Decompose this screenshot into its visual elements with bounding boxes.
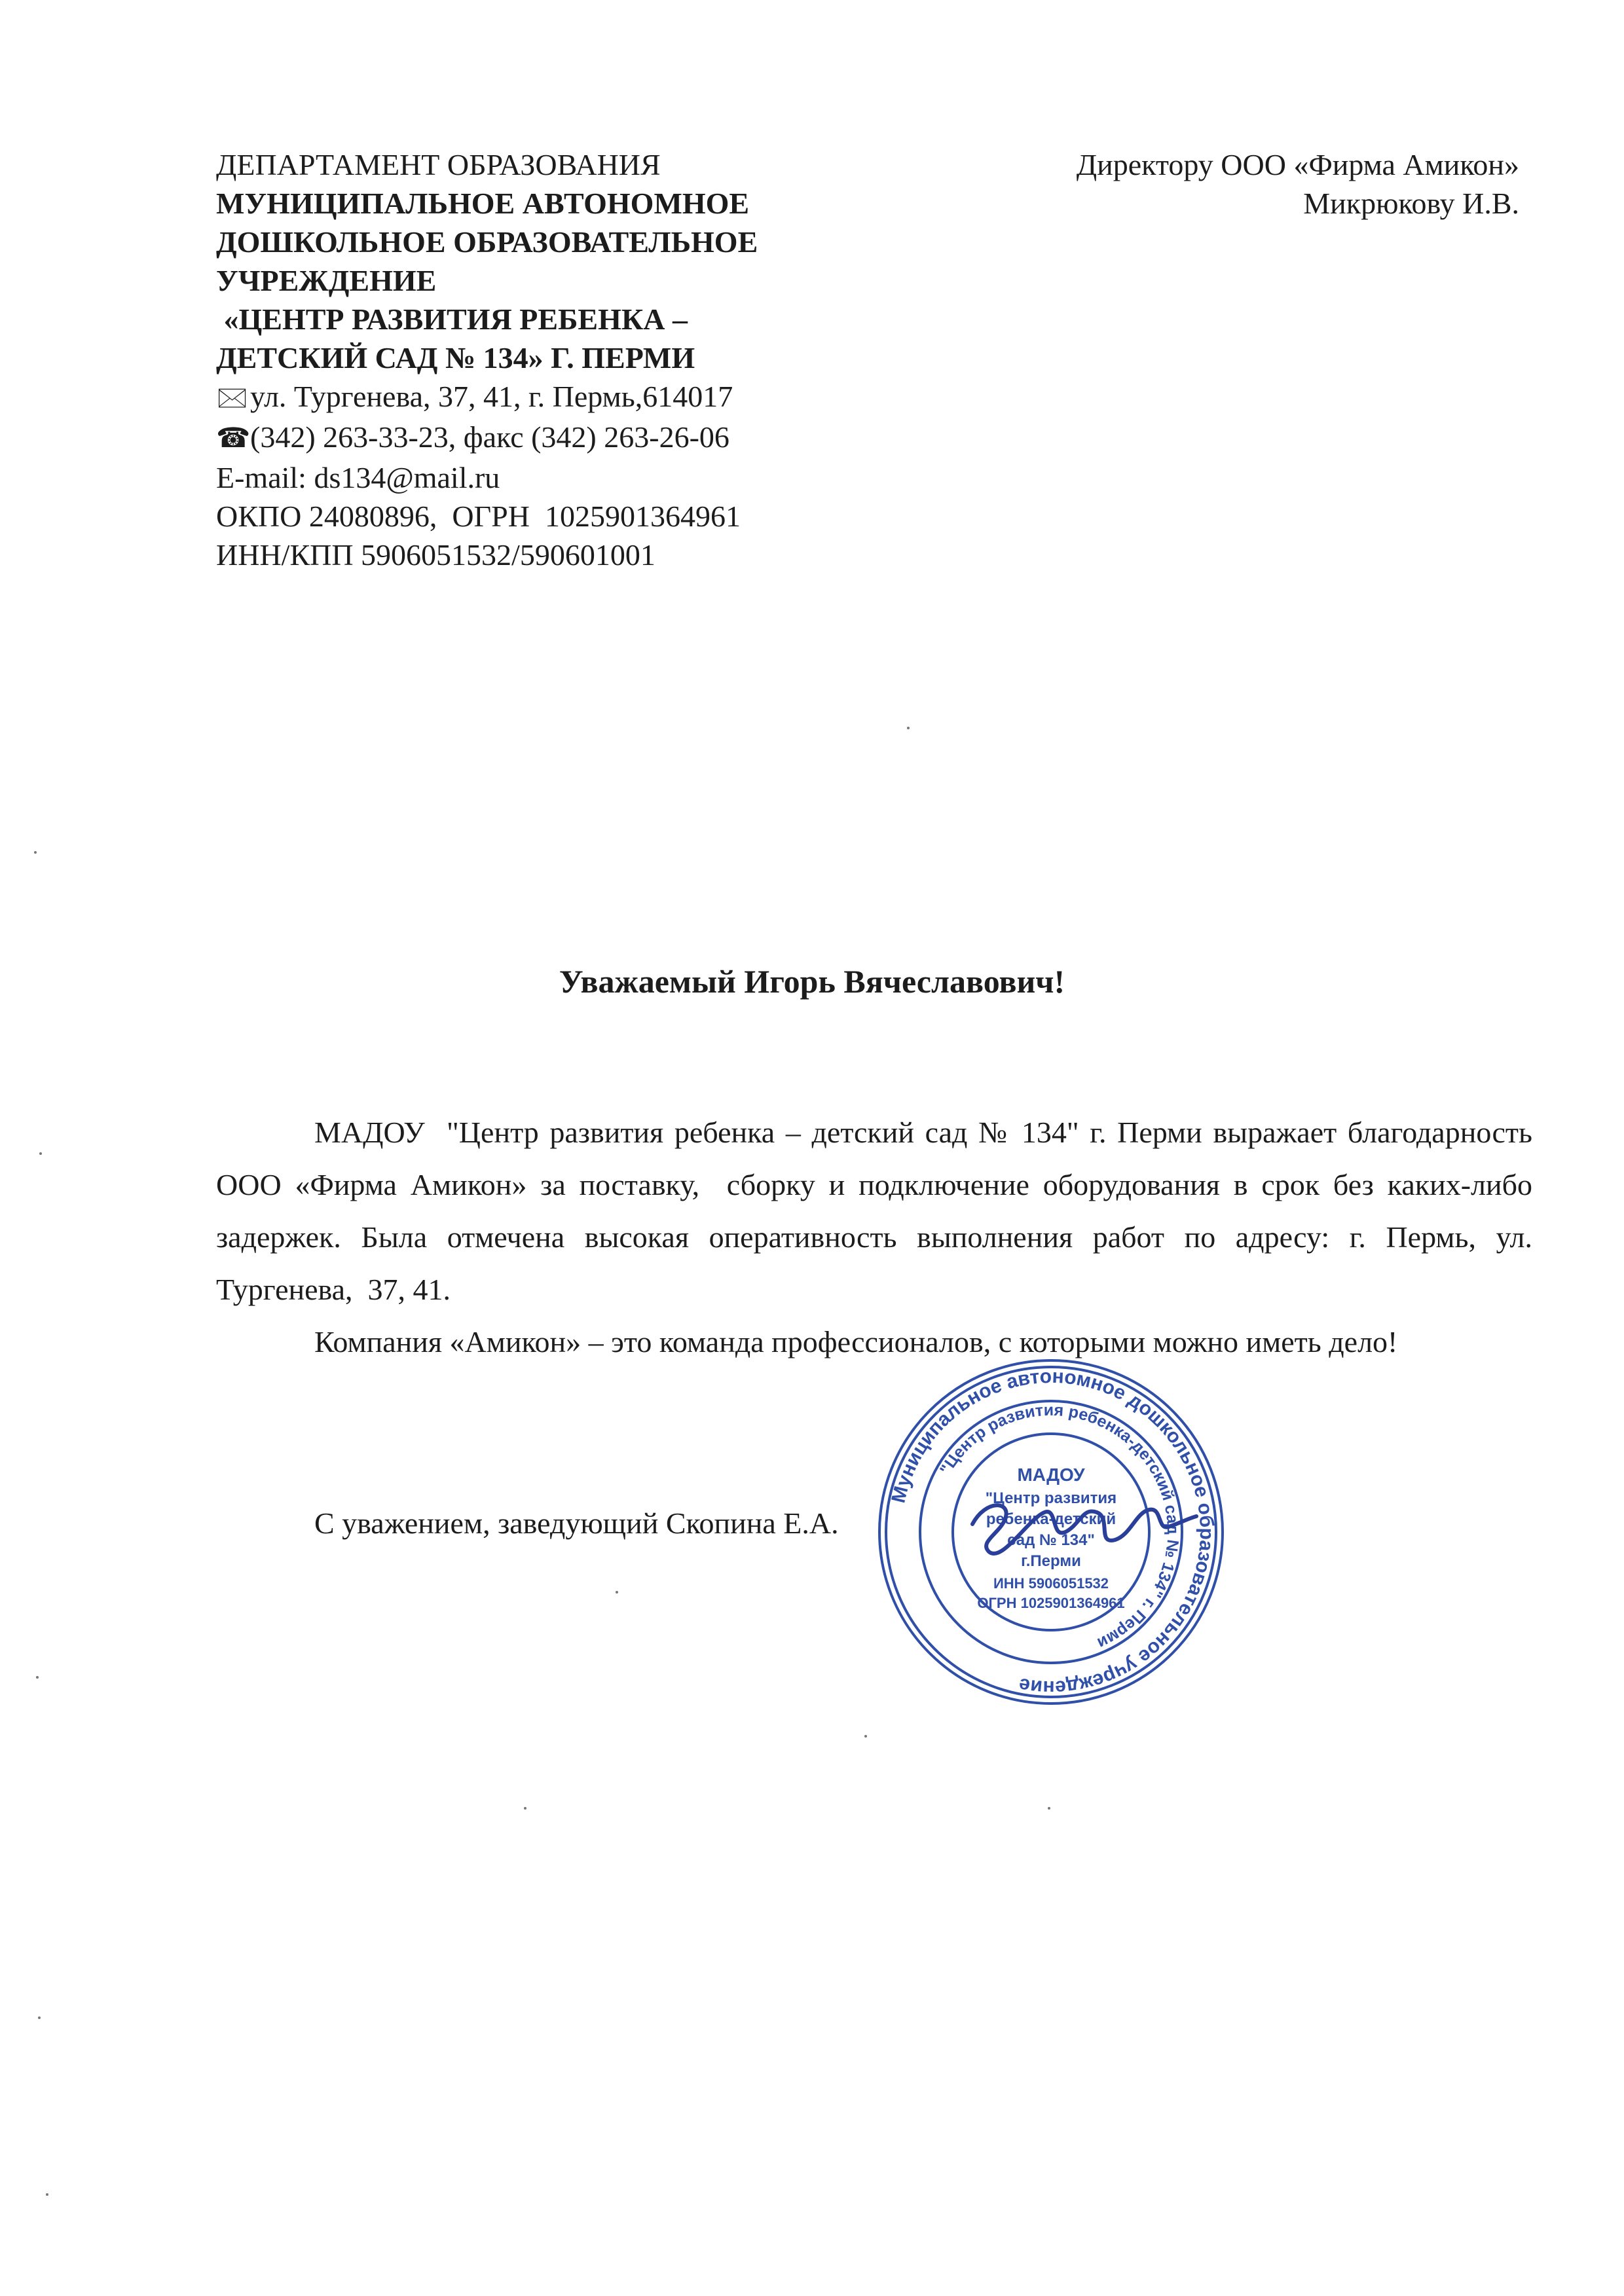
scan-speck [1048, 1807, 1050, 1810]
stamp-inner-ring-text: "Центр развития ребенка-детский сад № 134" г. Перми [936, 1400, 1183, 1653]
organization-name-line: УЧРЕЖДЕНИЕ [216, 264, 437, 297]
addressee-line: Микрюкову И.В. [1303, 187, 1519, 220]
phone-line [216, 418, 871, 458]
body-paragraph: Компания «Амикон» – это команда профессионалов, с которыми можно иметь дело! [314, 1325, 1398, 1358]
salutation: Уважаемый Игорь Вячеславович! [559, 963, 1065, 1000]
phone-text: (342) 263-33-23, факс (342) 263-26-06 [250, 420, 729, 454]
envelope-icon: 🖂 [216, 383, 249, 413]
address-line [216, 377, 871, 418]
letter-body [216, 1106, 1540, 1368]
scan-speck [524, 1807, 526, 1810]
stamp-seal-icon [874, 1355, 1228, 1709]
stamp-outer-ring-text: Муниципальное автономное дошкольное образовательное учреждение [887, 1365, 1218, 1699]
scan-speck [864, 1735, 867, 1738]
stamp-center-line: сад № 134" [1007, 1531, 1095, 1549]
addressee-block [930, 145, 1519, 223]
stamp-center-line: ребенка-детский [986, 1510, 1116, 1528]
scan-speck [46, 2193, 48, 2196]
organization-name-line: МУНИЦИПАЛЬНОЕ АВТОНОМНОЕ [216, 187, 750, 220]
telephone-icon: ☎ [216, 424, 251, 454]
closing-signature-line: С уважением, заведующий Скопина Е.А. [314, 1506, 839, 1540]
scan-speck [39, 1152, 42, 1155]
address-text: ул. Тургенева, 37, 41, г. Пермь,614017 [250, 380, 733, 413]
scan-speck [36, 1676, 39, 1679]
organization-name-line: ДЕТСКИЙ САД № 134» Г. ПЕРМИ [216, 341, 695, 374]
organization-name-line: «ЦЕНТР РАЗВИТИЯ РЕБЕНКА – [216, 302, 688, 336]
letterhead [216, 145, 871, 574]
official-stamp [874, 1355, 1228, 1709]
stamp-center-line: г.Перми [1021, 1552, 1081, 1570]
okpo-ogrn-line: ОКПО 24080896, ОГРН 1025901364961 [216, 500, 741, 533]
scan-speck [907, 727, 910, 729]
stamp-center-line: МАДОУ [1017, 1465, 1085, 1485]
stamp-center-line: ОГРН 1025901364961 [977, 1595, 1125, 1611]
scan-speck [38, 2016, 41, 2019]
inn-kpp-line: ИНН/КПП 5906051532/590601001 [216, 538, 655, 572]
organization-name-line: ДОШКОЛЬНОЕ ОБРАЗОВАТЕЛЬНОЕ [216, 225, 758, 259]
addressee-line: Директору ООО «Фирма Амикон» [1076, 148, 1519, 181]
body-paragraph: МАДОУ "Центр развития ребенка – детский сад № 134" г. Перми выражает благодарность ООО «Фирма Амикон» за поставку, сборку и подключение оборудования в срок без каких-либо задержек. Была отмечена высокая оперативность выполнения работ по адресу: г. Пермь, ул. Тургенева, 37, 41. [216, 1116, 1540, 1306]
scan-speck [616, 1591, 618, 1594]
department-name: ДЕПАРТАМЕНТ ОБРАЗОВАНИЯ [216, 148, 661, 181]
stamp-center-line: "Центр развития [985, 1489, 1117, 1507]
scan-speck [34, 851, 37, 854]
email-line: E-mail: ds134@mail.ru [216, 461, 500, 494]
stamp-center-line: ИНН 5906051532 [993, 1575, 1109, 1592]
